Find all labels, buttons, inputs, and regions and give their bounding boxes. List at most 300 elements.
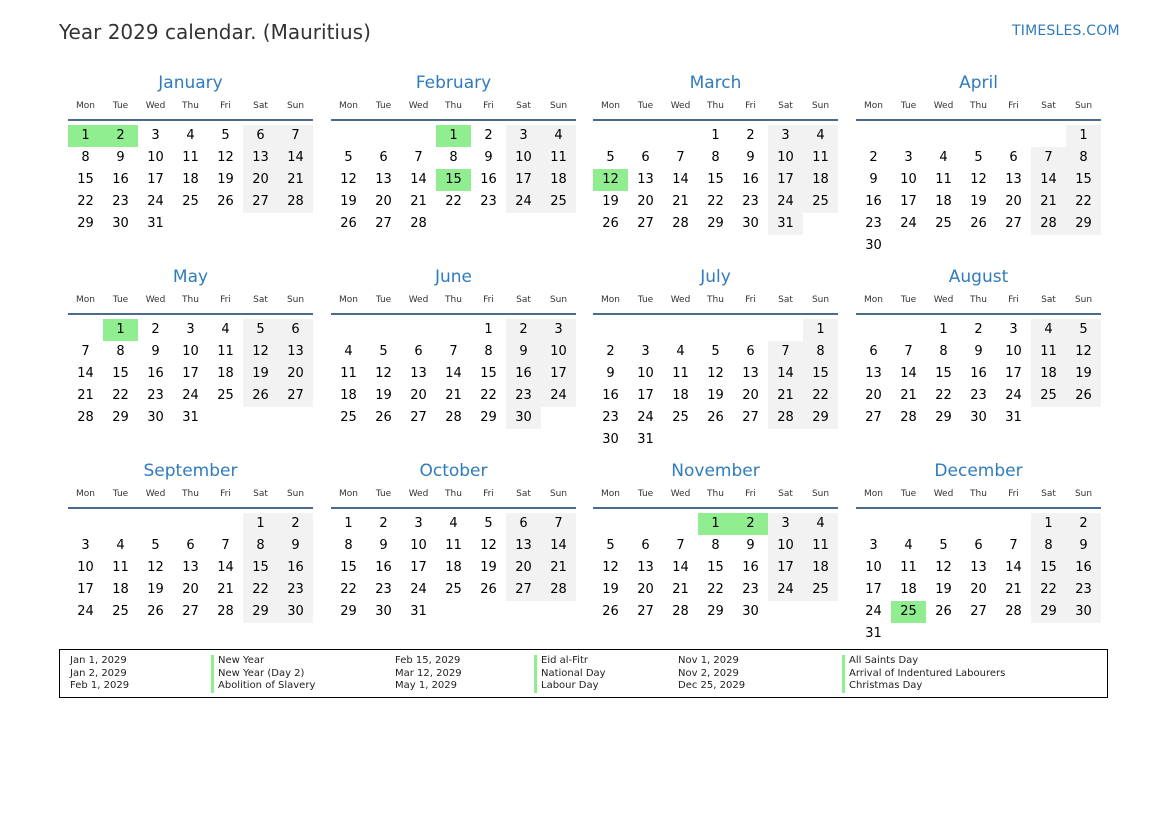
day-cell: 23	[1066, 579, 1101, 601]
day-cell: 20	[637, 582, 654, 597]
day-cell: 19	[602, 194, 619, 209]
day-cell: 1	[1066, 125, 1101, 147]
day-cell: 16	[480, 172, 497, 187]
day-cell: 25	[340, 410, 357, 425]
weekday-label: Sat	[1041, 101, 1056, 111]
day-cell: 5	[151, 538, 160, 553]
weekday-label: Fri	[745, 295, 756, 305]
day-cell: 22	[803, 385, 838, 407]
day-cell: 17	[768, 557, 803, 579]
day-cell: 12	[1066, 341, 1101, 363]
day-cell: 12	[707, 366, 724, 381]
day-cell: 10	[900, 172, 917, 187]
day-cell: 11	[803, 147, 838, 169]
weekday-label: Sat	[778, 489, 793, 499]
day-cell: 8	[344, 538, 353, 553]
day-cell: 18	[541, 169, 576, 191]
weekday-label: Wed	[670, 101, 691, 111]
day-cell: 6	[506, 513, 541, 535]
day-cell: 24	[768, 191, 803, 213]
weekday-header	[331, 291, 576, 309]
empty-cell	[366, 319, 401, 341]
day-cell: 21	[768, 385, 803, 407]
legend-date: Feb 15, 2029	[395, 655, 461, 666]
empty-cell	[628, 513, 663, 535]
empty-cell	[996, 125, 1031, 147]
day-cell: 4	[541, 125, 576, 147]
day-cell: 4	[803, 513, 838, 535]
weekday-label: Thu	[445, 489, 462, 499]
day-cell: 16	[742, 172, 759, 187]
day-cell: 4	[904, 538, 913, 553]
site-link[interactable]: TIMESLES.COM	[1012, 23, 1120, 39]
day-cell: 4	[186, 128, 195, 143]
day-cell: 16	[602, 388, 619, 403]
day-cell: 9	[151, 344, 160, 359]
weekday-label: Thu	[707, 295, 724, 305]
day-cell: 11	[340, 366, 357, 381]
day-cell: 18	[672, 388, 689, 403]
day-cell: 13	[182, 560, 199, 575]
day-grid	[593, 125, 838, 235]
header-divider	[856, 313, 1101, 315]
month-december	[856, 462, 1101, 645]
day-cell: 14	[77, 366, 94, 381]
weekday-label: Sun	[1074, 101, 1093, 111]
day-cell: 5	[243, 319, 278, 341]
day-cell: 12	[970, 172, 987, 187]
day-cell: 27	[410, 410, 427, 425]
month-title: October	[419, 461, 488, 481]
day-cell: 3	[904, 150, 913, 165]
day-cell: 20	[410, 388, 427, 403]
day-cell: 9	[506, 341, 541, 363]
empty-cell	[961, 513, 996, 535]
legend-names-col-2	[534, 655, 606, 693]
day-cell: 1	[484, 322, 493, 337]
day-cell: 11	[803, 535, 838, 557]
legend-dates-col-1	[70, 655, 129, 693]
day-cell: 5	[484, 516, 493, 531]
day-cell: 2	[484, 128, 493, 143]
legend-names-col-3	[842, 655, 1005, 693]
day-cell: 24	[768, 579, 803, 601]
empty-cell	[1031, 125, 1066, 147]
day-cell: 5	[606, 538, 615, 553]
day-cell: 17	[637, 388, 654, 403]
day-cell: 27	[865, 410, 882, 425]
day-grid	[856, 319, 1101, 429]
weekday-label: Tue	[900, 489, 917, 499]
day-cell: 22	[1031, 579, 1066, 601]
day-cell: 9	[1066, 535, 1101, 557]
day-cell: 28	[541, 579, 576, 601]
weekday-header	[331, 97, 576, 115]
empty-cell	[891, 125, 926, 147]
day-cell: 8	[243, 535, 278, 557]
day-cell: 26	[217, 194, 234, 209]
day-cell: 3	[1009, 322, 1018, 337]
day-cell: 18	[1031, 363, 1066, 385]
day-cell: 24	[900, 216, 917, 231]
day-cell: 4	[939, 150, 948, 165]
page-title: Year 2029 calendar. (Mauritius)	[59, 20, 371, 44]
day-cell: 2	[151, 322, 160, 337]
day-cell: 22	[480, 388, 497, 403]
day-cell: 29	[1031, 601, 1066, 623]
day-cell: 30	[112, 216, 129, 231]
day-cell: 7	[904, 344, 913, 359]
day-cell: 23	[147, 388, 164, 403]
day-cell: 3	[641, 344, 650, 359]
weekday-label: Wed	[408, 489, 429, 499]
day-cell: 27	[637, 216, 654, 231]
day-cell: 26	[1066, 385, 1101, 407]
day-cell: 21	[1031, 191, 1066, 213]
day-cell: 11	[217, 344, 234, 359]
holiday-day: 1	[103, 319, 138, 341]
day-cell: 24	[77, 604, 94, 619]
day-cell: 30	[375, 604, 392, 619]
weekday-header	[856, 485, 1101, 503]
weekday-label: Thu	[970, 489, 987, 499]
empty-cell	[401, 319, 436, 341]
day-cell: 30	[506, 407, 541, 429]
day-cell: 23	[480, 194, 497, 209]
day-cell: 26	[147, 604, 164, 619]
day-cell: 13	[637, 560, 654, 575]
weekday-header	[593, 97, 838, 115]
weekday-label: Tue	[637, 295, 654, 305]
day-cell: 18	[803, 557, 838, 579]
weekday-label: Sat	[516, 101, 531, 111]
day-cell: 20	[375, 194, 392, 209]
legend-holiday: Labour Day	[541, 680, 599, 691]
day-cell: 10	[637, 366, 654, 381]
day-cell: 19	[243, 363, 278, 385]
weekday-label: Thu	[970, 295, 987, 305]
day-cell: 18	[182, 172, 199, 187]
day-cell: 31	[865, 626, 882, 641]
day-cell: 25	[541, 191, 576, 213]
day-cell: 25	[803, 579, 838, 601]
empty-cell	[331, 125, 366, 147]
weekday-label: Thu	[182, 489, 199, 499]
day-cell: 19	[1066, 363, 1101, 385]
day-cell: 26	[970, 216, 987, 231]
day-cell: 25	[935, 216, 952, 231]
day-cell: 14	[672, 560, 689, 575]
day-cell: 10	[182, 344, 199, 359]
day-cell: 21	[541, 557, 576, 579]
weekday-label: Sat	[253, 101, 268, 111]
day-cell: 21	[278, 169, 313, 191]
day-cell: 10	[410, 538, 427, 553]
header-divider	[593, 507, 838, 509]
day-cell: 30	[970, 410, 987, 425]
day-cell: 8	[116, 344, 125, 359]
day-cell: 18	[112, 582, 129, 597]
legend-holiday: Arrival of Indentured Labourers	[849, 667, 1006, 679]
day-cell: 18	[900, 582, 917, 597]
day-cell: 18	[445, 560, 462, 575]
day-cell: 24	[410, 582, 427, 597]
day-cell: 27	[278, 385, 313, 407]
weekday-label: Wed	[408, 295, 429, 305]
empty-cell	[173, 513, 208, 535]
day-cell: 11	[672, 366, 689, 381]
weekday-label: Mon	[76, 489, 95, 499]
day-cell: 13	[375, 172, 392, 187]
day-cell: 18	[803, 169, 838, 191]
weekday-label: Mon	[76, 295, 95, 305]
month-title: June	[434, 267, 473, 287]
day-cell: 9	[606, 366, 615, 381]
month-title: September	[143, 461, 238, 481]
day-cell: 8	[484, 344, 493, 359]
empty-cell	[366, 125, 401, 147]
day-cell: 8	[1066, 147, 1101, 169]
month-april	[856, 74, 1101, 257]
day-cell: 17	[77, 582, 94, 597]
weekday-label: Sat	[778, 101, 793, 111]
empty-cell	[698, 319, 733, 341]
day-cell: 14	[1031, 169, 1066, 191]
legend-holiday: New Year (Day 2)	[218, 667, 305, 679]
holiday-day: 1	[68, 125, 103, 147]
day-cell: 4	[676, 344, 685, 359]
day-cell: 24	[506, 191, 541, 213]
day-cell: 27	[970, 604, 987, 619]
day-cell: 24	[147, 194, 164, 209]
day-cell: 15	[340, 560, 357, 575]
day-cell: 25	[1031, 385, 1066, 407]
day-cell: 31	[147, 216, 164, 231]
month-july	[593, 268, 838, 451]
day-cell: 16	[865, 194, 882, 209]
day-grid	[68, 125, 313, 235]
day-cell: 3	[506, 125, 541, 147]
day-cell: 10	[506, 147, 541, 169]
day-cell: 22	[77, 194, 94, 209]
day-cell: 31	[410, 604, 427, 619]
weekday-label: Wed	[933, 489, 954, 499]
weekday-label: Mon	[76, 101, 95, 111]
day-cell: 10	[768, 535, 803, 557]
day-cell: 26	[935, 604, 952, 619]
month-title: February	[415, 73, 492, 93]
empty-cell	[961, 125, 996, 147]
day-cell: 6	[641, 150, 650, 165]
day-cell: 14	[410, 172, 427, 187]
empty-cell	[891, 319, 926, 341]
empty-cell	[628, 125, 663, 147]
legend-holiday: National Day	[541, 667, 606, 679]
weekday-label: Thu	[445, 101, 462, 111]
day-cell: 15	[480, 366, 497, 381]
header-divider	[593, 119, 838, 121]
day-cell: 19	[935, 582, 952, 597]
day-cell: 7	[541, 513, 576, 535]
day-cell: 2	[278, 513, 313, 535]
day-cell: 27	[506, 579, 541, 601]
weekday-label: Sat	[1041, 489, 1056, 499]
weekday-label: Sun	[549, 489, 568, 499]
day-cell: 29	[243, 601, 278, 623]
day-cell: 23	[112, 194, 129, 209]
empty-cell	[856, 513, 891, 535]
day-cell: 24	[637, 410, 654, 425]
day-cell: 28	[672, 216, 689, 231]
day-cell: 14	[672, 172, 689, 187]
empty-cell	[208, 513, 243, 535]
day-cell: 23	[506, 385, 541, 407]
month-september	[68, 462, 313, 623]
legend-date: Jan 2, 2029	[70, 667, 127, 679]
day-grid	[331, 513, 576, 623]
day-cell: 21	[217, 582, 234, 597]
day-cell: 31	[1005, 410, 1022, 425]
day-cell: 22	[707, 582, 724, 597]
legend-holiday: Abolition of Slavery	[218, 680, 316, 691]
day-grid	[593, 513, 838, 623]
day-cell: 26	[707, 410, 724, 425]
day-cell: 6	[186, 538, 195, 553]
empty-cell	[593, 125, 628, 147]
day-cell: 12	[147, 560, 164, 575]
weekday-label: Tue	[112, 489, 129, 499]
day-cell: 1	[243, 513, 278, 535]
day-cell: 11	[445, 538, 462, 553]
day-cell: 25	[672, 410, 689, 425]
day-cell: 1	[803, 319, 838, 341]
day-cell: 8	[711, 538, 720, 553]
weekday-label: Sat	[516, 295, 531, 305]
weekday-header	[593, 291, 838, 309]
weekday-label: Sat	[516, 489, 531, 499]
legend-date: Feb 1, 2029	[70, 680, 130, 691]
day-cell: 9	[379, 538, 388, 553]
day-grid	[68, 319, 313, 429]
month-february	[331, 74, 576, 235]
empty-cell	[138, 513, 173, 535]
day-cell: 22	[707, 194, 724, 209]
day-cell: 7	[1009, 538, 1018, 553]
day-cell: 20	[742, 388, 759, 403]
month-june	[331, 268, 576, 429]
day-cell: 7	[449, 344, 458, 359]
weekday-label: Mon	[601, 295, 620, 305]
header-divider	[856, 119, 1101, 121]
day-cell: 23	[375, 582, 392, 597]
day-cell: 27	[375, 216, 392, 231]
day-cell: 3	[541, 319, 576, 341]
holiday-day: 12	[593, 169, 628, 191]
day-cell: 12	[243, 341, 278, 363]
day-cell: 6	[1009, 150, 1018, 165]
weekday-label: Fri	[745, 489, 756, 499]
empty-cell	[331, 319, 366, 341]
day-cell: 22	[243, 579, 278, 601]
day-cell: 12	[375, 366, 392, 381]
empty-cell	[768, 319, 803, 341]
day-cell: 22	[340, 582, 357, 597]
weekday-label: Wed	[145, 295, 166, 305]
day-cell: 31	[182, 410, 199, 425]
holiday-day: 2	[103, 125, 138, 147]
weekday-label: Mon	[601, 489, 620, 499]
empty-cell	[663, 513, 698, 535]
day-cell: 11	[900, 560, 917, 575]
day-cell: 23	[742, 194, 759, 209]
day-cell: 16	[742, 560, 759, 575]
day-cell: 1	[711, 128, 720, 143]
day-cell: 29	[1066, 213, 1101, 235]
month-title: November	[671, 461, 760, 481]
day-cell: 29	[480, 410, 497, 425]
empty-cell	[891, 513, 926, 535]
header-divider	[68, 507, 313, 509]
weekday-label: Mon	[601, 101, 620, 111]
day-cell: 28	[900, 410, 917, 425]
day-cell: 13	[278, 341, 313, 363]
weekday-label: Sun	[1074, 295, 1093, 305]
day-cell: 28	[410, 216, 427, 231]
day-cell: 31	[637, 432, 654, 447]
weekday-label: Fri	[220, 489, 231, 499]
weekday-label: Thu	[970, 101, 987, 111]
day-cell: 17	[182, 366, 199, 381]
weekday-label: Fri	[220, 101, 231, 111]
day-grid	[856, 125, 1101, 257]
day-cell: 5	[1066, 319, 1101, 341]
day-cell: 11	[935, 172, 952, 187]
day-cell: 30	[742, 604, 759, 619]
day-cell: 13	[970, 560, 987, 575]
day-cell: 17	[541, 363, 576, 385]
day-cell: 9	[278, 535, 313, 557]
day-cell: 2	[746, 128, 755, 143]
weekday-label: Tue	[637, 489, 654, 499]
day-cell: 25	[182, 194, 199, 209]
weekday-label: Tue	[375, 101, 392, 111]
day-cell: 16	[970, 366, 987, 381]
day-cell: 18	[935, 194, 952, 209]
day-cell: 21	[410, 194, 427, 209]
day-cell: 30	[742, 216, 759, 231]
day-cell: 14	[541, 535, 576, 557]
day-cell: 4	[449, 516, 458, 531]
day-cell: 8	[81, 150, 90, 165]
header-divider	[593, 313, 838, 315]
day-cell: 29	[935, 410, 952, 425]
day-cell: 21	[445, 388, 462, 403]
day-cell: 9	[746, 538, 755, 553]
day-cell: 13	[506, 535, 541, 557]
day-cell: 3	[768, 513, 803, 535]
day-cell: 15	[112, 366, 129, 381]
weekday-label: Wed	[670, 489, 691, 499]
day-cell: 22	[1066, 191, 1101, 213]
day-cell: 13	[742, 366, 759, 381]
day-cell: 29	[803, 407, 838, 429]
day-cell: 19	[970, 194, 987, 209]
day-cell: 21	[672, 194, 689, 209]
weekday-header	[856, 97, 1101, 115]
legend-holiday: All Saints Day	[849, 655, 919, 666]
day-cell: 1	[344, 516, 353, 531]
day-cell: 19	[217, 172, 234, 187]
